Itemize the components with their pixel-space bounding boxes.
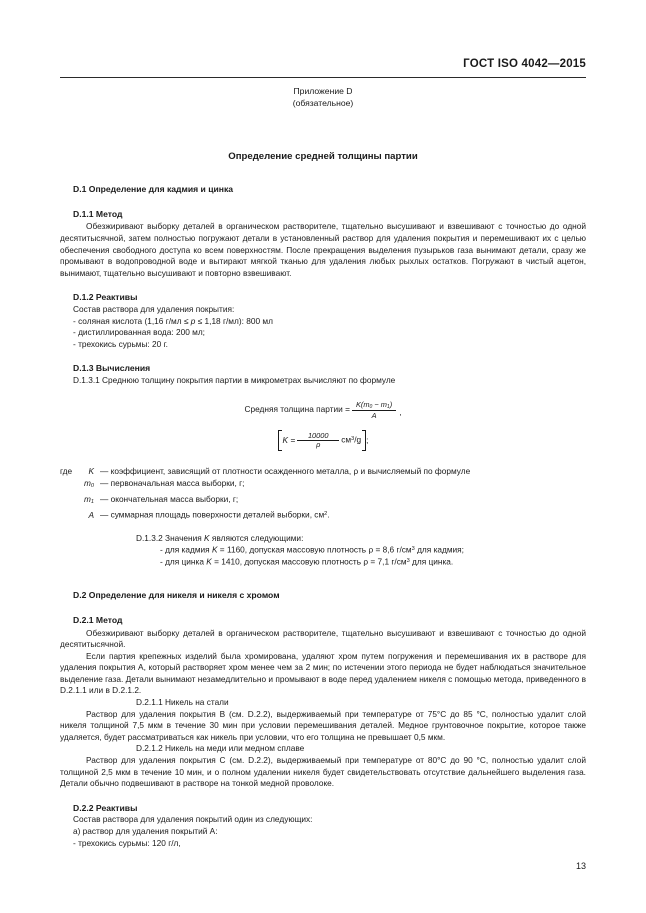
symbol-K: K — [88, 466, 94, 477]
k-unit: $см^3/g$ — [341, 434, 362, 445]
formula-numerator: $K(m_0 - m_1)$ — [355, 399, 393, 410]
section-d22-heading: D.2.2 Реактивы — [73, 802, 138, 813]
bracket-corner-icon — [362, 450, 365, 451]
section-d21-paragraph-2: Если партия крепежных изделий была хромирована, удаляют хром путем погружения и перемешивания их в растворе для удаления покрытия А, который растворяет хром менее чем за 2 мин; по истечении этого периода не будет наблюдаться значительное выделение газа. Детали вынимают незамедлительно и промывают в воде перед удалением никеля с помощью метода, приведенного в D.2.1.1 или в D.2.1.2. — [60, 650, 586, 696]
section-d211-paragraph: Раствор для удаления покрытия В (см. D.2.2), выдерживаемый при температуре от 75°С до 85 °С, полностью удалит слой никеля толщиной 7,5 мкм в течение 30 мин при условии перемешивания деталей. Медное грунтовочное покрытие, которое также удаляется, будет рассматриваться как никель при условии, что его толщина не превышает 0,5 мкм. — [60, 708, 586, 742]
definition-row — [60, 493, 586, 508]
k-symbol: K = — [282, 434, 296, 445]
symbol-m0: $m_0$ — [83, 478, 94, 490]
section-d131-line: D.1.3.1 Среднюю толщину покрытия партии в микрометрах вычисляют по формуле — [73, 374, 396, 385]
symbol-definition: — суммарная площадь поверхности деталей выборки, $см^2$. — [100, 509, 330, 520]
standard-number: ГОСТ ISO 4042—2015 — [463, 58, 586, 70]
formula-trailing-semicolon: ; — [366, 434, 369, 445]
formula-fraction — [352, 401, 396, 420]
symbol-A: A — [88, 509, 94, 520]
annex-obligatory-note: (обязательное) — [292, 97, 354, 108]
formula-bracket-group — [278, 430, 367, 452]
average-thickness-formula — [60, 401, 586, 420]
k-numerator: 10000 — [307, 430, 329, 440]
symbol-definition: — окончательная масса выборки, г; — [100, 493, 239, 504]
section-d12-heading: D.1.2 Реактивы — [73, 292, 138, 303]
annex-label: Приложение D — [293, 86, 353, 96]
symbol-definition: — первоначальная масса выборки, г; — [100, 478, 245, 489]
section-d21-heading: D.2.1 Метод — [73, 614, 123, 625]
section-d11-heading: D.1.1 Метод — [73, 208, 123, 219]
section-d212-paragraph: Раствор для удаления покрытия С (см. D.2.2), выдерживаемый при температуре от 80°С до 90 °С, полностью удалит слой толщиной 2,5 мкм в течение 10 мин, и о полном удалении никеля будет свидетельствовать отсутствие дальнейшего выделения газа. Детали обычно подвешивают в растворе на тонкой медной проволоке. — [60, 755, 586, 789]
page-title: Определение средней толщины партии — [228, 150, 418, 162]
section-d11-paragraph: Обезжиривают выборку деталей в органическом растворителе, тщательно высушивают и взвешивают с точностью до одной десятитысячной, затем полностью погружают детали в установленный раствор для удаления покрытия и перемешивают их с целью обеспечения свободного доступа ко всем поверхностям. После прекращения выделения пузырьков газа вынимают детали, сразу же промывают в водопроводной воде и вытирают мягкой тканью для удаления любых рыхлых остатков. Погружают в чистый ацетон, вынимают, тщательно высушивают и повторно взвешивают. — [60, 221, 586, 278]
section-d212-heading: D.2.1.2 Никель на меди или медном сплаве — [136, 743, 305, 754]
where-keyword: где — [60, 466, 73, 477]
definition-row — [60, 477, 586, 492]
reagent-item: - соляная кислота (1,16 г/мл ≤ p ≤ 1,18 г/мл): 800 мл — [73, 315, 273, 326]
reagent-item: - трехокись сурьмы: 20 г. — [73, 338, 168, 349]
symbol-definition: — коэффициент, зависящий от плотности осажденного металла, ρ и вычисляемый по формуле — [100, 466, 471, 477]
solution-option-a: а) раствор для удаления покрытий А: — [73, 826, 218, 836]
section-d1-heading: D.1 Определение для кадмия и цинка — [73, 184, 234, 195]
k-fraction — [297, 432, 339, 450]
definition-row — [60, 465, 586, 477]
section-d12-intro: Состав раствора для удаления покрытия: — [73, 303, 235, 314]
section-d13-heading: D.1.3 Вычисления — [73, 363, 151, 374]
section-d2-heading: D.2 Определение для никеля и никеля с хромом — [73, 590, 280, 601]
k-denominator: ρ — [316, 440, 321, 450]
k-value-item: - для цинка K = 1410, допуская массовую плотность ρ = 7,1 $г/см^3$ для цинка. — [160, 556, 454, 567]
k-value-item: - для кадмия K = 1160, допуская массовую плотность ρ = 8,6 $г/см^3$ для кадмия; — [160, 544, 464, 555]
symbol-m1: $m_1$ — [83, 493, 94, 506]
section-d22-intro: Состав раствора для удаления покрытий один из следующих: — [73, 814, 313, 825]
reagent-item: - дистиллированная вода: 200 мл; — [73, 327, 205, 338]
symbol-definitions — [60, 465, 586, 521]
definition-row — [60, 508, 586, 521]
k-coefficient-formula — [60, 430, 586, 452]
formula-denominator: A — [371, 410, 377, 420]
section-d132-line: D.1.3.2 Значения K являются следующими: — [136, 532, 304, 543]
formula-trailing-comma: , — [399, 407, 402, 418]
annex-heading — [60, 86, 586, 110]
formula-left-label: Средняя толщина партии = — [244, 404, 350, 415]
page-content — [60, 86, 586, 849]
section-d21-paragraph-1: Обезжиривают выборку деталей в органическом растворителе, тщательно высушивают и взвешивают с точностью до одной десятитысячной. — [60, 627, 586, 650]
bracket-corner-icon — [362, 430, 365, 431]
section-d211-heading: D.2.1.1 Никель на стали — [136, 697, 229, 708]
page-header — [60, 58, 586, 78]
page-number: 13 — [575, 861, 586, 871]
solution-a-reagent: - трехокись сурьмы: 120 г/л, — [73, 837, 181, 848]
